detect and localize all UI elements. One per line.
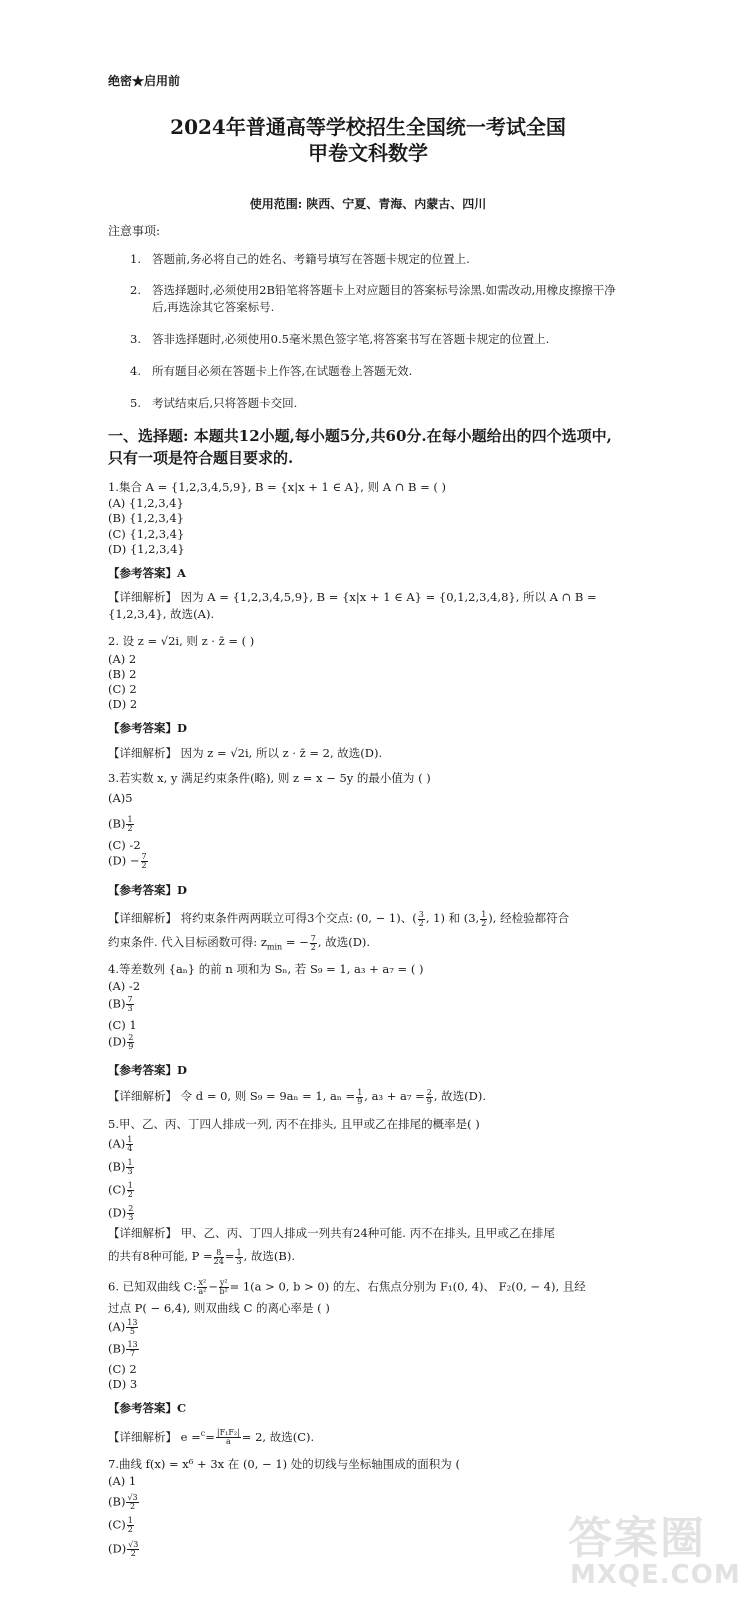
q6-option-a: (A) $\frac{13}{5}$ bbox=[108, 1318, 138, 1336]
question-7-stem: 7.曲线 f(x) = x⁶ + 3x 在 (0, − 1) 处的切线与坐标轴围成的面积为 ( bbox=[108, 1457, 460, 1471]
question-3-stem: 3.若实数 x, y 满足约束条件(略), 则 z = x − 5y 的最小值为 ( ) bbox=[108, 771, 431, 785]
q5-option-c: (C) $\frac{1}{2}$ bbox=[108, 1181, 133, 1199]
q2-explanation: 【详细解析】 因为 z = √2i, 所以 z · z̄ = 2, 故选(D). bbox=[108, 746, 383, 760]
q1-answer: 【参考答案】A bbox=[108, 566, 186, 580]
q6-option-b: (B) $\frac{13}{7}$ bbox=[108, 1340, 138, 1358]
notice-item: 3. 答非选择题时,必须使用0.5毫米黑色签字笔,将答案书写在答题卡规定的位置上. bbox=[130, 332, 550, 346]
question-1-stem: 1.集合 A = {1,2,3,4,5,9}, B = {x|x + 1 ∈ A}, 则 A ∩ B = ( ) bbox=[108, 480, 447, 494]
notice-item: 4. 所有题目必须在答题卡上作答,在试题卷上答题无效. bbox=[130, 364, 413, 378]
q1-option-b: (B) {1,2,3,4} bbox=[108, 511, 184, 525]
q4-answer: 【参考答案】D bbox=[108, 1063, 187, 1077]
q6-explanation: 【详细解析】 e =$^c$= $\frac{\text{|F₁F₂|}}{a}$ = 2, 故选(C). bbox=[108, 1428, 315, 1447]
q4-option-c: (C) 1 bbox=[108, 1018, 137, 1032]
q2-answer: 【参考答案】D bbox=[108, 721, 187, 735]
q2-option-d: (D) 2 bbox=[108, 697, 138, 711]
scope-line: 使用范围: 陕西、宁夏、青海、内蒙古、四川 bbox=[249, 197, 487, 211]
q2-option-a: (A) 2 bbox=[108, 652, 137, 666]
q3-option-a: (A)5 bbox=[108, 791, 133, 805]
q1-option-d: (D) {1,2,3,4} bbox=[108, 542, 185, 556]
q4-explanation: 【详细解析】 令 d = 0, 则 S₉ = 9aₙ = 1, aₙ = $\frac{1}{9}$ , a₃ + a₇ = $\frac{2}{9}$ , 故选(D). bbox=[108, 1087, 487, 1106]
page-title-line1: 2024年普通高等学校招生全国统一考试全国 bbox=[170, 115, 566, 139]
q4-option-d: (D) $\frac{2}{9}$ bbox=[108, 1033, 134, 1051]
q2-option-c: (C) 2 bbox=[108, 682, 137, 696]
q3-option-b: (B) $\frac{1}{2}$ bbox=[108, 815, 133, 833]
question-6-stem: 6. 已知双曲线 C: $\frac{\text{x²}}{\text{a²}}$ − $\frac{\text{y²}}{\text{b²}}$ = 1(a > 0, b > 0) 的左、右焦点分别为 F₁(0, 4)、 F₂(0, − 4), 且经 bbox=[108, 1278, 586, 1296]
notice-item: 2. 答选择题时,必须使用2B铅笔将答题卡上对应题目的答案标号涂黑.如需改动,用橡皮擦擦干净后,再选涂其它答案标号. bbox=[130, 283, 616, 314]
q4-option-a: (A) -2 bbox=[108, 979, 141, 993]
q2-option-b: (B) 2 bbox=[108, 667, 137, 681]
q6-option-c: (C) 2 bbox=[108, 1362, 137, 1376]
question-5-stem: 5.甲、乙、丙、丁四人排成一列, 丙不在排头, 且甲或乙在排尾的概率是( ) bbox=[108, 1117, 480, 1131]
q7-option-b: (B) $\frac{√3}{2}$ bbox=[108, 1493, 138, 1511]
question-4-stem: 4.等差数列 {aₙ} 的前 n 项和为 Sₙ, 若 S₉ = 1, a₃ + a₇ = ( ) bbox=[108, 962, 424, 976]
secret-label: 绝密★启用前 bbox=[108, 74, 181, 88]
question-6-stem-cont: 过点 P( − 6,4), 则双曲线 C 的离心率是 ( ) bbox=[108, 1301, 330, 1315]
q3-explanation: 【详细解析】 将约束条件两两联立可得3个交点: (0, − 1)、( $\frac{3}{2}$ , 1) 和 (3, $\frac{1}{2}$ ), 经检验都符合 bbox=[108, 909, 570, 928]
page-title-line2: 甲卷文科数学 bbox=[308, 141, 428, 165]
q5-explanation: 【详细解析】 甲、乙、丙、丁四人排成一列共有24种可能. 丙不在排头, 且甲或乙在排尾 bbox=[108, 1226, 555, 1240]
q5-option-d: (D) $\frac{2}{3}$ bbox=[108, 1204, 134, 1222]
q3-explanation-cont: 约束条件. 代入目标函数可得: $z_{min}$ = − $\frac{7}{2}$ , 故选(D). bbox=[108, 933, 371, 952]
q1-explanation: 【详细解析】 因为 A = {1,2,3,4,5,9}, B = {x|x + 1 ∈ A} = {0,1,2,3,4,8}, 所以 A ∩ B = bbox=[108, 590, 597, 604]
q5-option-b: (B) $\frac{1}{3}$ bbox=[108, 1158, 133, 1176]
q5-option-a: (A) $\frac{1}{4}$ bbox=[108, 1135, 133, 1153]
q5-explanation-cont: 的共有8种可能, P = $\frac{8}{24}$ = $\frac{1}{3}$ , 故选(B). bbox=[108, 1247, 295, 1266]
q3-option-c: (C) -2 bbox=[108, 838, 141, 852]
q1-option-c: (C) {1,2,3,4} bbox=[108, 527, 185, 541]
q6-option-d: (D) 3 bbox=[108, 1377, 138, 1391]
watermark-logo: 答案圈 MXQE.COM bbox=[568, 1513, 741, 1590]
notice-heading: 注意事项: bbox=[108, 224, 161, 238]
section-heading: 一、选择题: 本题共12小题,每小题5分,共60分.在每小题给出的四个选项中,只有一项是符合题目要求的. bbox=[108, 427, 612, 467]
q1-explanation-cont: {1,2,3,4}, 故选(A). bbox=[108, 607, 215, 621]
q1-option-a: (A) {1,2,3,4} bbox=[108, 496, 184, 510]
q4-option-b: (B) $\frac{7}{3}$ bbox=[108, 995, 133, 1013]
notice-item: 1. 答题前,务必将自己的姓名、考籍号填写在答题卡规定的位置上. bbox=[130, 252, 470, 266]
q6-answer: 【参考答案】C bbox=[108, 1401, 187, 1415]
question-2-stem: 2. 设 z = √2i, 则 z · z̄ = ( ) bbox=[108, 634, 255, 648]
q3-answer: 【参考答案】D bbox=[108, 883, 187, 897]
q7-option-c: (C) $\frac{1}{2}$ bbox=[108, 1516, 133, 1534]
notice-item: 5. 考试结束后,只将答题卡交回. bbox=[130, 396, 298, 410]
q3-option-d: (D) − $\frac{7}{2}$ bbox=[108, 852, 147, 870]
q7-option-d: (D) $\frac{√3}{2}$ bbox=[108, 1540, 139, 1558]
q7-option-a: (A) 1 bbox=[108, 1474, 137, 1488]
